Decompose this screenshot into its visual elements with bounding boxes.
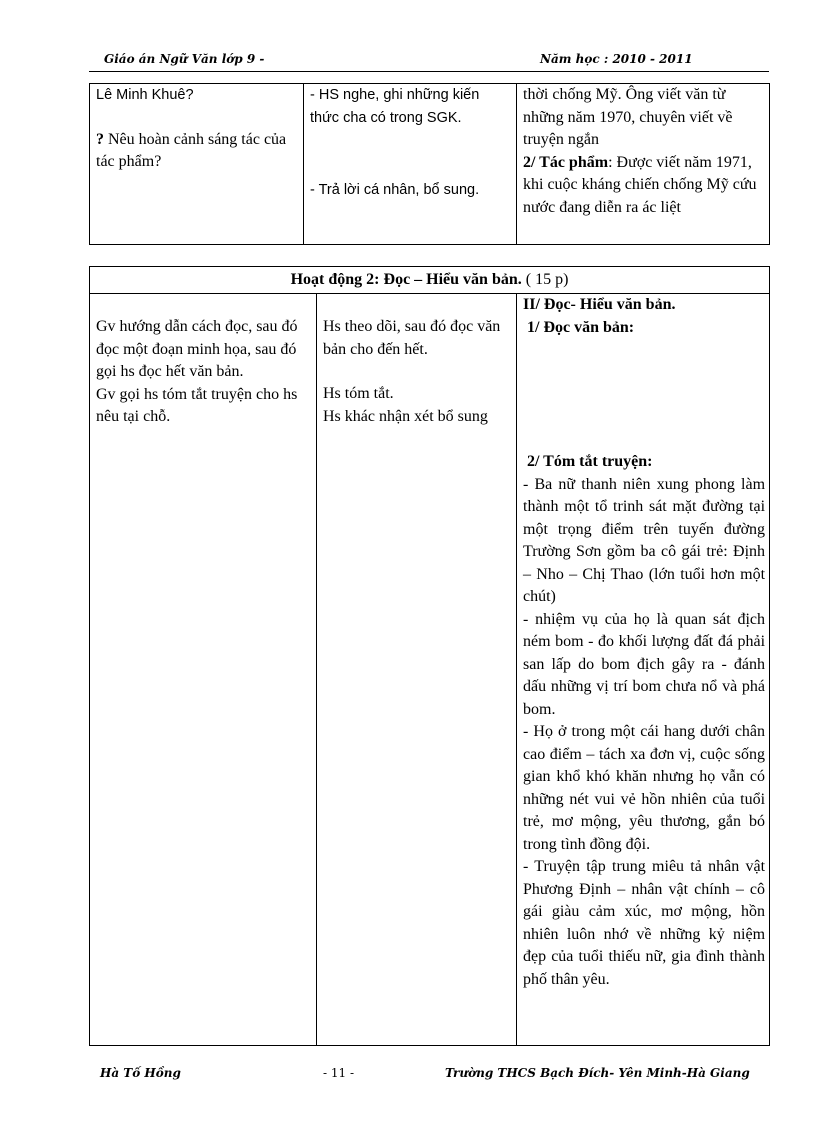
continuation-table xyxy=(89,83,770,245)
work-heading: 2/ Tác phẩm xyxy=(523,153,609,171)
context-question: ? Nêu hoàn cảnh sáng tác của tác phẩm? xyxy=(96,130,287,170)
page-number: - 11 - xyxy=(323,1066,355,1080)
footer-author: Hà Tố Hồng xyxy=(100,1066,181,1080)
summary-item-4: - Truyện tập trung miêu tả nhân vật Phương Định – nhân vật chính – cô gái giàu cảm xúc, mơ mộng, hồn nhiên luôn nhớ về những kỷ niệm đẹp của tuổi thiếu nữ, gia đình thành phố thân yêu. xyxy=(523,858,766,988)
activity-title: Hoạt động 2: Đọc – Hiểu văn bản. ( 15 p) xyxy=(90,267,770,294)
content-cell xyxy=(517,84,770,245)
summary-item-1: - Ba nữ thanh niên xung phong làm thành một tổ trinh sát mặt đường tại một trọng điểm trên tuyến đường Trường Sơn gồm ba cô gái trẻ: Định – Nho – Chị Thao (lớn tuổi hơn một chút) xyxy=(523,475,766,605)
table-row xyxy=(90,294,770,1046)
teacher-instruction-1: Gv hướng dẫn cách đọc, sau đó đọc một đoạn minh họa, sau đó gọi hs đọc hết văn bản. xyxy=(96,318,298,380)
header-right: Năm học : 2010 - 2011 xyxy=(540,52,693,66)
footer-school: Trường THCS Bạch Đích- Yên Minh-Hà Giang xyxy=(445,1066,750,1080)
author-question: Lê Minh Khuê? xyxy=(96,87,194,103)
table-row xyxy=(90,267,770,294)
student-activity-cell xyxy=(304,84,517,245)
summary-item-2: - nhiệm vụ của họ là quan sát địch ném bom - đo khối lượng đất đá phải san lấp do bom địch gây ra - đánh dấu những vị trí bom chưa nổ và phá bom. xyxy=(523,610,766,718)
header-divider xyxy=(89,71,769,72)
subsection-reading: 1/ Đọc văn bản: xyxy=(523,318,635,336)
author-bio: thời chống Mỹ. Ông viết văn từ những năm 1970, chuyên viết về truyện ngắn xyxy=(523,86,733,148)
activity-table xyxy=(89,266,770,1046)
teacher-activity-cell xyxy=(90,294,317,1046)
section-heading: II/ Đọc- Hiểu văn bản. xyxy=(523,296,676,313)
subsection-summary: 2/ Tóm tắt truyện: xyxy=(523,453,653,470)
teacher-instruction-2: Gv gọi hs tóm tắt truyện cho hs nêu tại chỗ. xyxy=(96,385,298,425)
student-activity-3: Hs khác nhận xét bổ sung xyxy=(323,407,488,425)
student-note-1: - HS nghe, ghi những kiến thức cha có trong SGK. xyxy=(310,87,480,126)
student-note-2: - Trả lời cá nhân, bổ sung. xyxy=(310,182,480,198)
student-activity-2: Hs tóm tắt. xyxy=(323,385,394,402)
student-activity-cell xyxy=(317,294,517,1046)
student-activity-1: Hs theo dõi, sau đó đọc văn bản cho đến hết. xyxy=(323,318,501,358)
footer-divider xyxy=(89,1045,769,1046)
header-left: Giáo án Ngữ Văn lớp 9 - xyxy=(104,52,265,66)
question-mark: ? xyxy=(96,130,104,148)
content-cell xyxy=(517,294,770,1046)
table-row xyxy=(90,84,770,245)
work-info: 2/ Tác phẩm: Được viết năm 1971, khi cuộc kháng chiến chống Mỹ cứu nước đang diễn ra ác liệt xyxy=(523,153,757,216)
summary-item-3: - Họ ở trong một cái hang dưới chân cao điểm – tách xa đơn vị, cuộc sống gian khổ khó khăn nhưng họ vẫn có những nét vui vẻ hồn nhiên của tuổi trẻ, mơ mộng, yêu thương, gắn bó trong tình đồng đội. xyxy=(523,723,766,853)
teacher-activity-cell xyxy=(90,84,304,245)
